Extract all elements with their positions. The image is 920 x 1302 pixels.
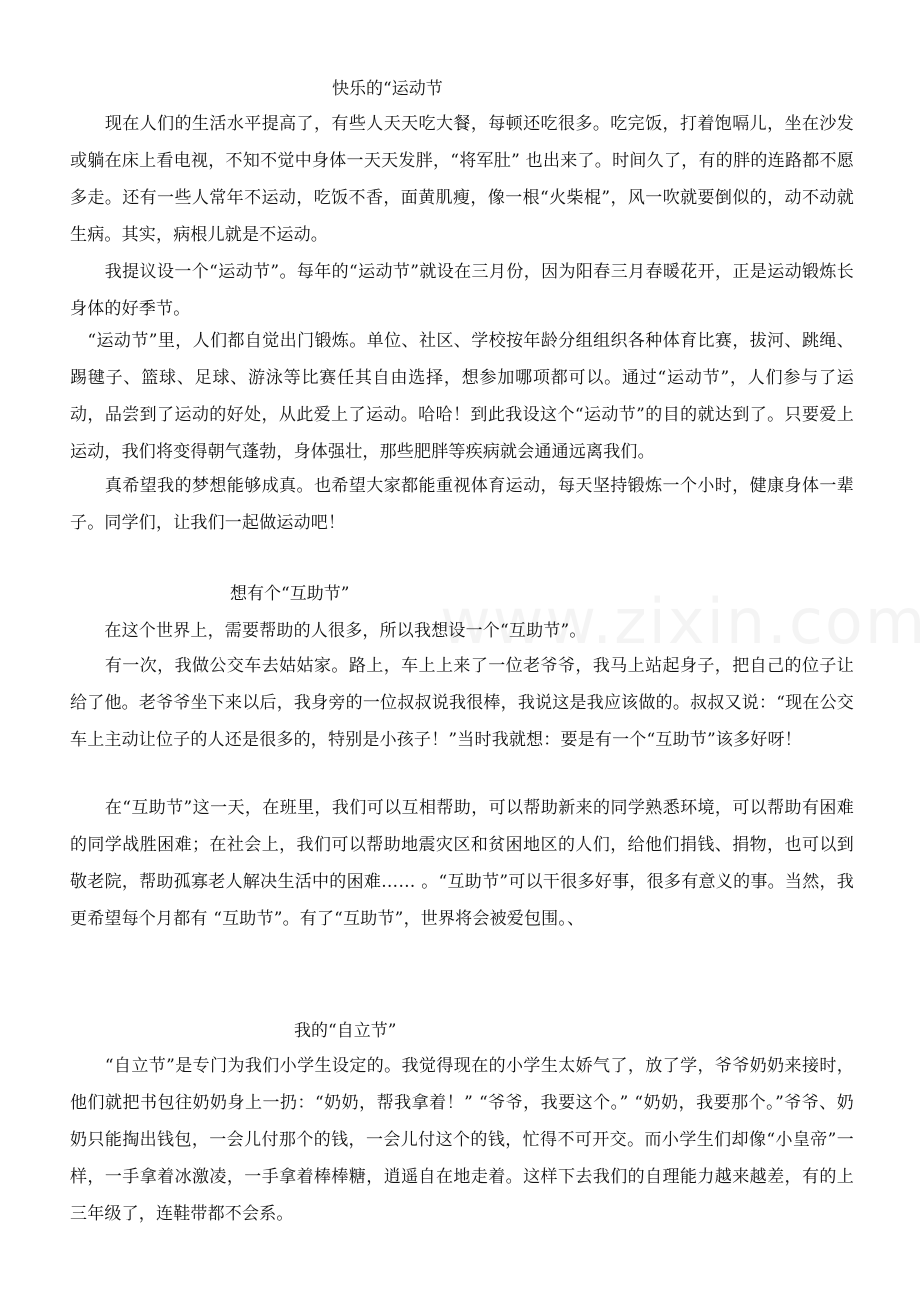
section-title-mutual-aid-festival: 想有个“互助节”	[230, 584, 350, 604]
paragraph: “自立节”是专门为我们小学生设定的。我觉得现在的小学生太娇气了，放了学，爷爷奶奶来接时，他们就把书包往奶奶身上一扔：“奶奶，帮我拿着！” “爷爷，我要这个。” “奶奶，我要那个。”爷爷、奶奶只能掏出钱包，一会儿付那个的钱，一会儿付这个的钱，忙得不可开交。而小学生们却像“小皇帝”一样，一手拿着冰激凌，一手拿着棒棒糖，逍遥自在地走着。这样下去我们的自理能力越来越差，有的上三年级了，连鞋带都不会系。	[70, 1056, 854, 1224]
paragraph: 现在人们的生活水平提高了，有些人天天吃大餐，每顿还吃很多。吃完饭，打着饱嗝儿，坐在沙发或躺在床上看电视，不知不觉中身体一天天发胖，“将军肚” 也出来了。时间久了，有的胖的连路都不愿多走。还有一些人常年不运动，吃饭不香，面黄肌瘦，像一根“火柴棍”，风一吹就要倒似的，动不动就生病。其实，病根儿就是不运动。	[70, 114, 854, 245]
paragraph: 在这个世界上，需要帮助的人很多，所以我想设一个“互助节”。	[70, 621, 587, 641]
paragraph: 在“互助节”这一天，在班里，我们可以互相帮助，可以帮助新来的同学熟悉环境，可以帮助有困难的同学战胜困难；在社会上，我们可以帮助地震灾区和贫困地区的人们，给他们捐钱、捐物，也可以到敬老院，帮助孤寡老人解决生活中的困难…… 。“互助节”可以干很多好事，很多有意义的事。当然，我更希望每个月都有 “互助节”。有了“互助节”，世界将会被爱包围。、	[70, 798, 854, 929]
paragraph: 真希望我的梦想能够成真。也希望大家都能重视体育运动，每天坚持锻炼一个小时，健康身体一辈子。同学们，让我们一起做运动吧！	[70, 476, 854, 533]
paragraph: 有一次，我做公交车去姑姑家。路上，车上上来了一位老爷爷，我马上站起身子，把自己的位子让给了他。老爷爷坐下来以后，我身旁的一位叔叔说我很棒，我说这是我应该做的。叔叔又说：“现在公交车上主动让位子的人还是很多的，特别是小孩子！”当时我就想：要是有一个“互助节”该多好呀！	[70, 656, 854, 750]
paragraph: “运动节”里，人们都自觉出门锻炼。单位、社区、学校按年龄分组组织各种体育比赛，拔河、跳绳、踢毽子、篮球、足球、游泳等比赛任其自由选择，想参加哪项都可以。通过“运动节”，人们参与了运动，品尝到了运动的好处，从此爱上了运动。哈哈！到此我设这个“运动节”的目的就达到了。只要爱上运动，我们将变得朝气蓬勃，身体强壮，那些肥胖等疾病就会通通远离我们。	[70, 331, 854, 462]
section-title-self-reliance-festival: 我的“自立节”	[294, 1021, 397, 1041]
section-title-sports-festival: 快乐的“运动节	[332, 79, 443, 99]
paragraph: 我提议设一个“运动节”。每年的“运动节”就设在三月份，因为阳春三月春暖花开，正是运动锻炼长身体的好季节。	[70, 262, 854, 319]
